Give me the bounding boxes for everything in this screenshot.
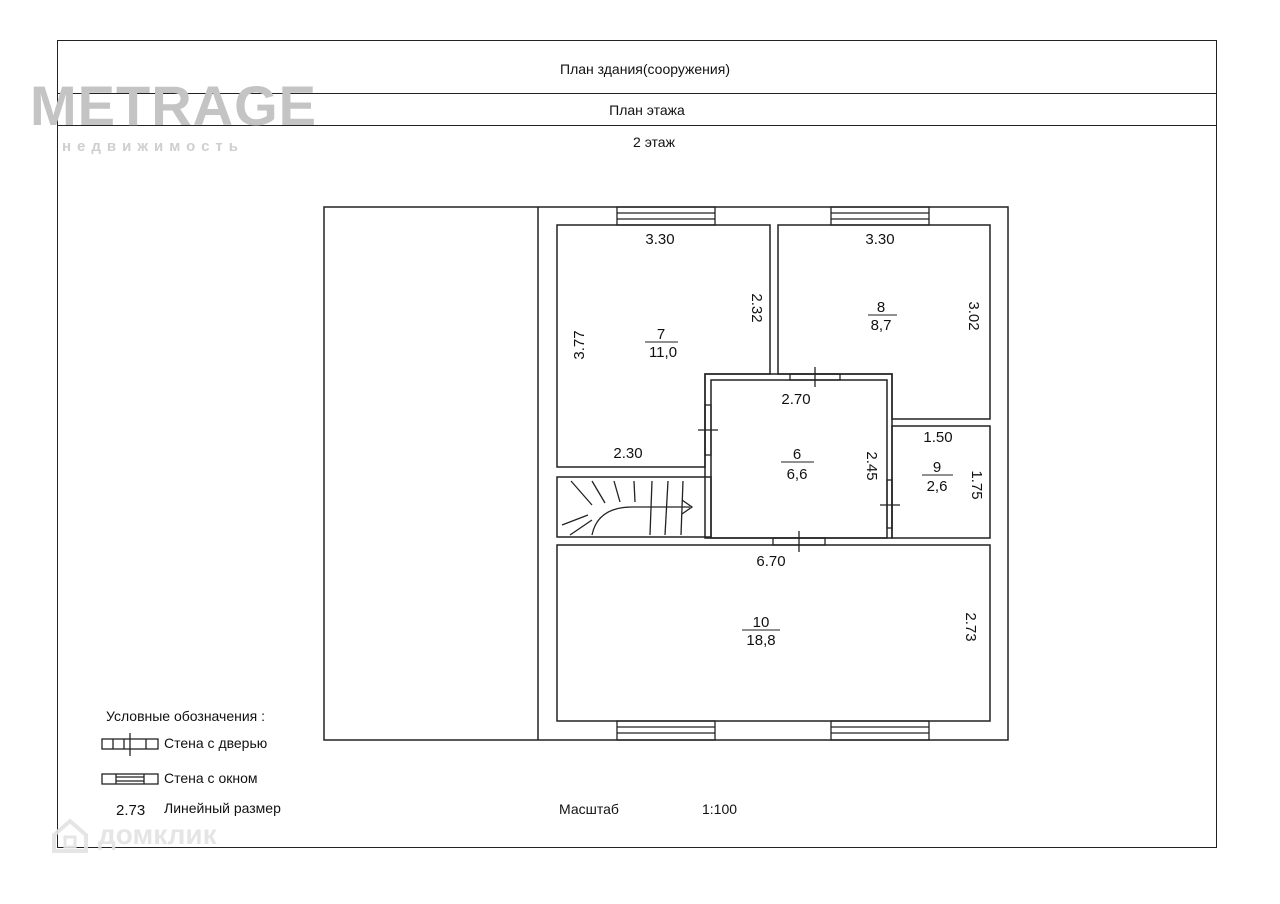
room-6-area: 6,6 <box>786 466 808 483</box>
windows <box>617 207 929 740</box>
room-10-area: 18,8 <box>746 632 776 649</box>
room-9-area: 2,6 <box>926 478 948 495</box>
dim-room8-top: 3.30 <box>865 231 895 248</box>
dim-room10-top: 6.70 <box>756 553 786 570</box>
plan-title: План здания(сооружения) <box>560 61 730 77</box>
floor-label: 2 этаж <box>633 134 675 150</box>
room-8-number: 8 <box>876 299 886 316</box>
room-9-number: 9 <box>932 459 942 476</box>
dim-room6-top: 2.70 <box>781 391 811 408</box>
room-7-area: 11,0 <box>648 344 678 361</box>
room-8-area: 8,7 <box>870 317 892 334</box>
dim-room9-top: 1.50 <box>923 429 953 446</box>
legend-window-symbol <box>102 774 158 784</box>
legend-door-symbol <box>102 733 158 756</box>
dim-room7-bottom: 2.30 <box>613 445 643 462</box>
domclick-text: домклик <box>98 819 217 850</box>
logo-tagline: недвижимость <box>62 138 244 155</box>
stairs <box>562 481 692 535</box>
room-10-number: 10 <box>752 614 770 631</box>
room-7-number: 7 <box>656 326 666 343</box>
scale-label: Масштаб <box>559 801 619 817</box>
dim-room7-right: 2.32 <box>748 293 765 323</box>
legend-door-label: Стена с дверью <box>164 735 268 751</box>
room-6-number: 6 <box>792 446 802 463</box>
dim-room8-right: 3.02 <box>965 301 982 331</box>
legend-title: Условные обозначения : <box>106 708 266 724</box>
dim-room10-right: 2.73 <box>962 612 979 642</box>
dim-room6-right: 2.45 <box>863 451 880 481</box>
legend-dim-sample: 2.73 <box>116 802 146 819</box>
logo-brand: METRAGE <box>30 74 317 137</box>
domclick-watermark <box>50 815 217 855</box>
legend-window-label: Стена с окном <box>164 770 258 786</box>
legend-dim-label: Линейный размер <box>164 800 281 816</box>
outer-wall <box>324 207 1008 740</box>
plan-subtitle: План этажа <box>609 102 685 118</box>
dim-room7-top: 3.30 <box>645 231 675 248</box>
dim-room7-left: 3.77 <box>571 330 588 360</box>
scale-value: 1:100 <box>702 801 738 817</box>
house-icon <box>50 815 90 855</box>
dim-room9-right: 1.75 <box>968 470 985 500</box>
